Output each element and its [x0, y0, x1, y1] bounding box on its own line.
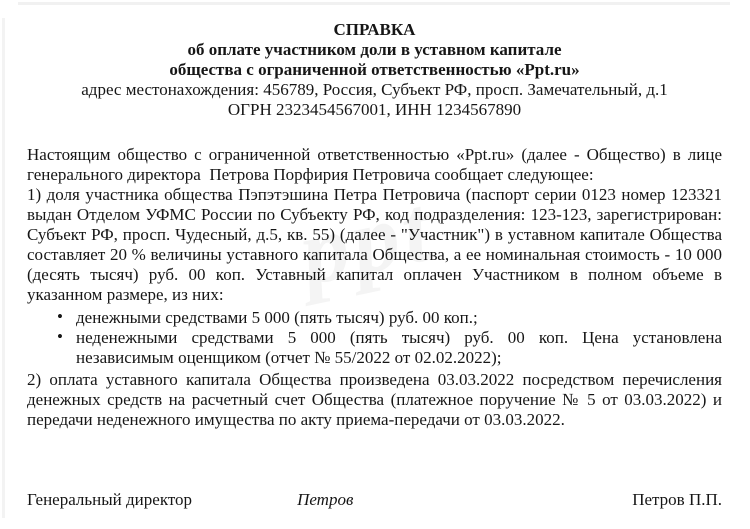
document-subtitle-line2: общества с ограниченной ответственностью «Ppt.ru»: [169, 60, 580, 79]
share-details-paragraph: 1) доля участника общества Пэпэтэшина Петра Петровича (паспорт серии 0123 номер 123321 выдан Отделом УФМС России по Субъекту РФ, код подразделения: 123-123, зарегистрирован: Субъект РФ, просп. Чудесный, д.5, кв. 55) (далее - "Участник") в уставном капитале Общества составляет 20 % величины уставного капитала Общества, а ее номинальная стоимость - 10 000 (десять тысяч) руб. 00 коп. Уставный капитал оплачен Участником в полном объеме в указанном размере, из них:: [27, 185, 722, 304]
document-body: [27, 145, 722, 430]
payment-breakdown-list: [27, 308, 722, 368]
bullet-icon: •: [57, 327, 63, 346]
list-item: [57, 327, 722, 368]
list-item: [57, 307, 722, 328]
document-title: СПРАВКА: [333, 20, 416, 39]
intro-paragraph: Настоящим общество с ограниченной ответственностью «Ppt.ru» (далее - Общество) в лице генерального директора Петрова Порфирия Петровича сообщает следующее:: [27, 145, 722, 184]
signature-handwriting: Петров: [297, 490, 354, 509]
company-registration-numbers: ОГРН 2323454567001, ИНН 1234567890: [227, 100, 522, 119]
document-header: [27, 20, 722, 120]
document-subtitle-line1: об оплате участником доли в уставном капитале: [187, 40, 562, 59]
list-item-text: неденежными средствами 5 000 (пять тысяч) руб. 00 коп. Цена установлена независимым оценщиком (отчет № 55/2022 от 02.02.2022);: [76, 328, 722, 367]
company-address: адрес местонахождения: 456789, Россия, Субъект РФ, просп. Замечательный, д.1: [81, 80, 668, 99]
scan-edge-left: [2, 18, 5, 518]
bullet-icon: •: [57, 307, 63, 326]
signature-row: [27, 490, 722, 510]
payment-date-paragraph: 2) оплата уставного капитала Общества произведена 03.03.2022 посредством перечисления денежных средств на расчетный счет Общества (платежное поручение № 5 от 03.03.2022) и передачи неденежного имущества по акту приема-передачи от 03.03.2022.: [27, 370, 722, 429]
list-item-text: денежными средствами 5 000 (пять тысяч) руб. 00 коп.;: [76, 308, 478, 327]
scan-edge-top: [18, 2, 730, 5]
signer-position: Генеральный директор: [27, 490, 193, 509]
signer-full-name: Петров П.П.: [632, 490, 722, 509]
